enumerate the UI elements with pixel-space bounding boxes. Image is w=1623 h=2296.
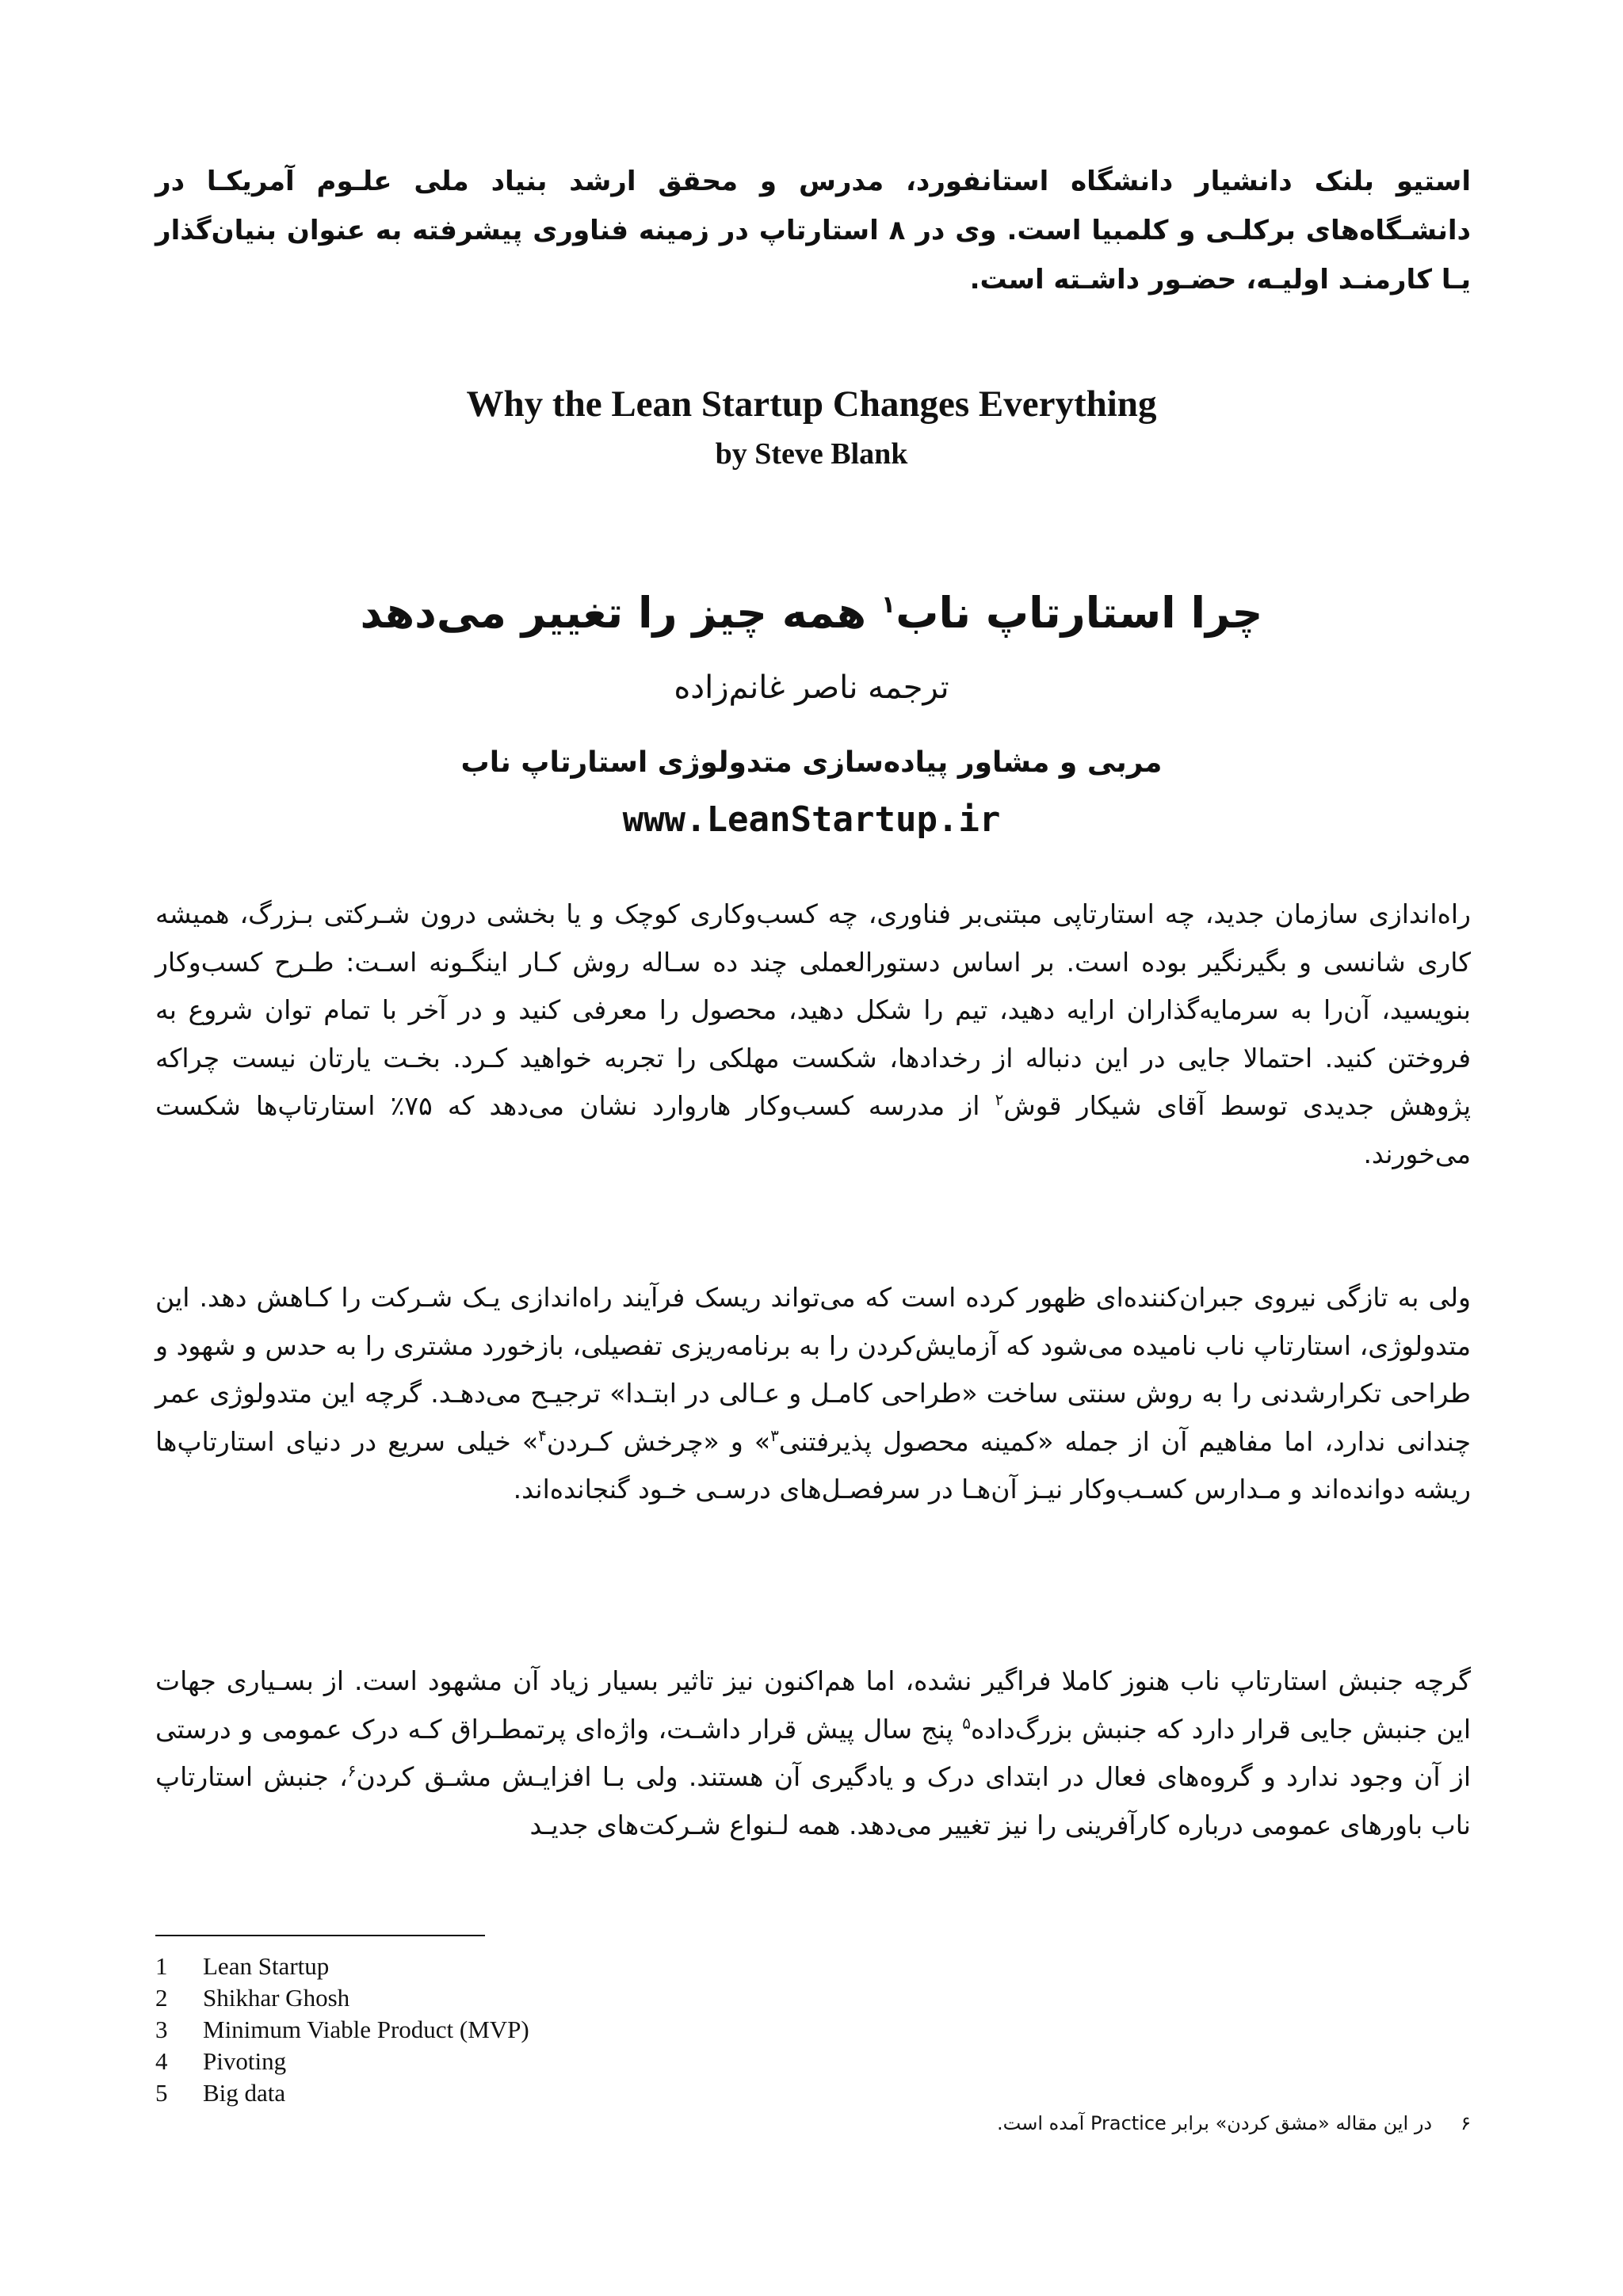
- paragraph-1-text-a: راه‌اندازی سازمان جدید، چه استارتاپی مبتنی‌بر فناوری، چه کسب‌وکاری کوچک و یا بخشی درون شـرکتی بـزرگ، همیشه کاری شانسی و بگیرنگیر بوده است. بر اساس دستورالعملی چند ده سـاله روش کـار اینگـونه اسـت: طـرح کسب‌وکار بنویسید، آن‌را به سرمایه‌گذاران ارایه دهید، تیم را شکل دهید، محصول را معرفی کنید و در آخر با تمام توان شروع به فروختن کنید. احتمالا جایی در این دنباله از رخدادها، شکست مهلکی را تجربه خواهید کـرد. بخـت یارتان نیست چراکه پژوهش جدیدی توسط آقای شیکار قوش: [155, 898, 1472, 1121]
- translator-role: مربی و مشاور پیاده‌سازی متدولوژی استارتاپ ناب: [460, 746, 1163, 779]
- footnote-text: Minimum Viable Product (MVP): [203, 2016, 529, 2043]
- footnote-number: 2: [155, 1984, 168, 2012]
- persian-title-part1: چرا استارتاپ ناب: [896, 588, 1263, 638]
- footnote-item: [155, 1951, 789, 1982]
- footnote-ref-4: ۴: [538, 1425, 547, 1445]
- footnote-ref-6: ۶: [347, 1761, 357, 1780]
- footnote-ref-1: ۱: [880, 591, 896, 619]
- footnote-text: Pivoting: [203, 2047, 287, 2075]
- footnote-number: 1: [155, 1952, 168, 1980]
- persian-title-part2: همه چیز را تغییر می‌دهد: [360, 588, 881, 638]
- footnote-item: [155, 2014, 789, 2046]
- paragraph-1-text-b: از مدرسه کسب‌وکار هاروارد نشان می‌دهد که ۷۵٪ استارتاپ‌ها شکست می‌خورند.: [155, 1090, 1471, 1169]
- footnote-divider: [155, 1935, 485, 1936]
- footnote-6: [155, 2107, 1471, 2139]
- author-bio: استیو بلنک دانشیار دانشگاه استانفورد، مدرس و محقق ارشد بنیاد ملی علـوم آمریکـا در دانشـگاه‌های برکلـی و کلمبیا است. وی در ۸ استارتاپ در زمینه فناوری پیشرفته به عنوان بنیان‌گذار یـا کارمنـد اولیـه، حضـور داشـته است.: [155, 166, 1471, 296]
- paragraph-3-text-c: ، جنبش استارتاپ ناب باورهای عمومی درباره کارآفرینی را نیز تغییر می‌دهد. همه لـنواع شـرکت‌های جدیـد: [155, 1761, 1471, 1840]
- footnote-ref-2: ۲: [995, 1090, 1004, 1109]
- footnote-number: 3: [155, 2016, 168, 2043]
- footnote-text: Shikhar Ghosh: [203, 1984, 350, 2012]
- persian-title: [0, 574, 1623, 645]
- footnote-list: [155, 1951, 789, 2109]
- footnote-6-text: در این مقاله «مشق کردن» برابر Practice آمده است.: [997, 2112, 1433, 2134]
- footnote-text: Lean Startup: [203, 1952, 330, 1980]
- footnote-number: 4: [155, 2047, 168, 2075]
- translator-credit: ترجمه ناصر غانم‌زاده: [674, 669, 949, 706]
- paragraph-2-text-a: ولی به تازگی نیروی جبران‌کننده‌ای ظهور کرده است که می‌تواند ریسک فرآیند راه‌اندازی یـک شـرکت را کـاهش دهد. این متدولوژی، استارتاپ ناب نامیده می‌شود که آزمایش‌کردن را به برنامه‌ریزی تفصیلی، بازخورد مشتری را به حدس و شهود و طراحی تکرارشدنی را به روش سنتی ساخت «طراحی کامـل و عـالی در ابتـدا» ترجیـح می‌دهـد. گرچه این متدولوژی عمر چندانی ندارد، اما مفاهیم آن از جمله «کمینه محصول پذیرفتنی: [155, 1282, 1471, 1457]
- paragraph-3-text-a: گرچه جنبش استارتاپ ناب هنوز کاملا فراگیر نشده، اما هم‌اکنون نیز تاثیر بسیار زیاد آن مشهود است. از بسـیاری جهات این جنبش جایی قرار دارد که جنبش بزرگ‌داده: [155, 1665, 1471, 1745]
- paragraph-2-text-c: » خیلی سریع در دنیای استارتاپ‌ها ریشه دوانده‌اند و مـدارس کسـب‌وکار نیـز آن‌هـا در سرفصـل‌های درسـی خـود گنجانده‌اند.: [155, 1425, 1471, 1505]
- paragraph-2: [155, 1274, 1471, 1514]
- footnote-item: [155, 2046, 789, 2077]
- footnote-item: [155, 2077, 789, 2109]
- paragraph-3: [155, 1657, 1471, 1849]
- footnote-text: Big data: [203, 2079, 286, 2107]
- footnote-6-number: ۶: [1461, 2112, 1471, 2134]
- paragraph-2-text-b: » و «چرخش کـردن: [546, 1425, 771, 1457]
- english-title: Why the Lean Startup Changes Everything: [466, 383, 1157, 425]
- website-link[interactable]: www.LeanStartup.ir: [622, 799, 1001, 840]
- footnote-ref-5: ۵: [962, 1713, 971, 1733]
- paragraph-3-text-b: پنج سال پیش قرار داشـت، واژه‌ای پرتمطـراق کـه درک عمومی و درستی از آن وجود ندارد و گروه‌های فعال در ابتدای درک و یادگیری آن هستند. ولی بـا افزایـش مشـق کردن: [155, 1713, 1471, 1792]
- paragraph-1: [155, 891, 1471, 1178]
- footnote-item: [155, 1982, 789, 2014]
- footnote-number: 5: [155, 2079, 168, 2107]
- english-author: by Steve Blank: [715, 437, 908, 471]
- footnote-ref-3: ۳: [770, 1425, 779, 1445]
